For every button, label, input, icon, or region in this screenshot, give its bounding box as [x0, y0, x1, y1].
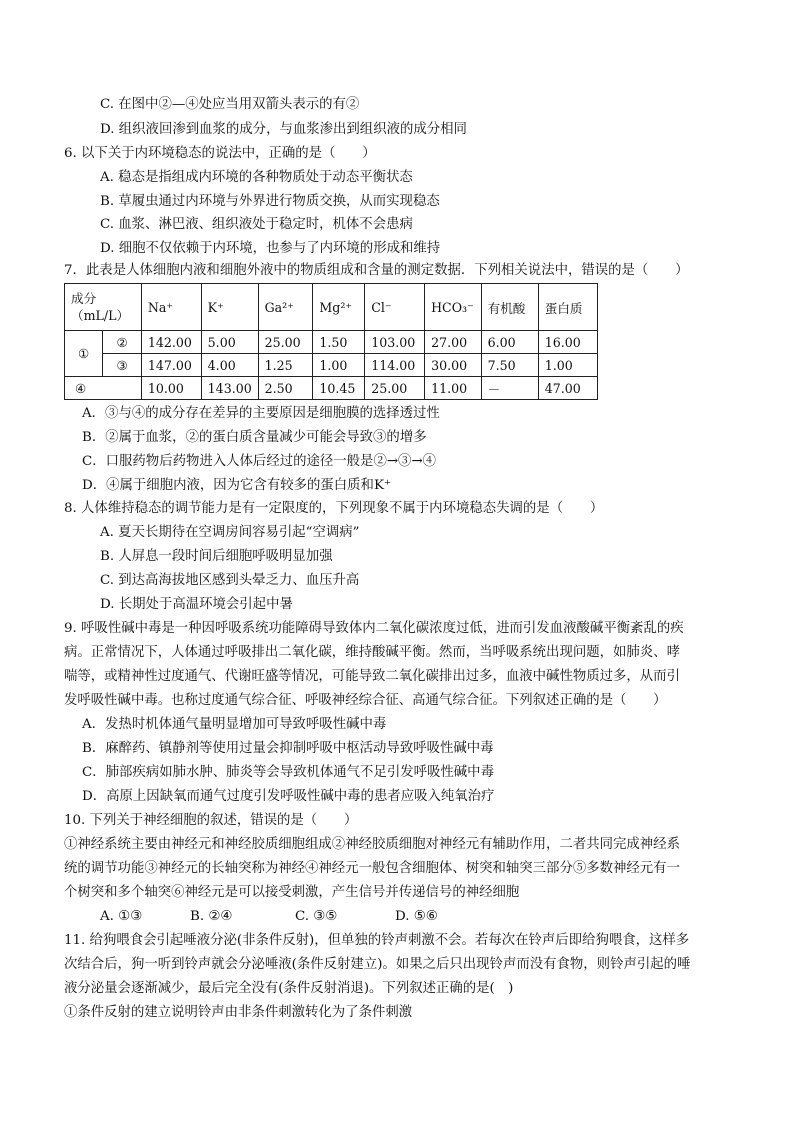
- q10-statement-line-3: 个树突和多个轴突⑥神经元是可以接受刺激，产生信号并传递信号的神经细胞: [64, 885, 520, 900]
- q7-option-b: B．②属于血浆，②的蛋白质含量减少可能会导致③的增多: [82, 430, 427, 445]
- q9-stem-line-4: 发呼吸性碱中毒。也称过度通气综合征、呼吸神经综合征、高通气综合征。下列叙述正确的是（ ）: [64, 693, 667, 708]
- row-group-label: ④: [65, 377, 142, 400]
- q11-stem-line-1: 11. 给狗喂食会引起唾液分泌(非条件反射)，但单独的铃声刺激不会。若每次在铃声后即给狗喂食，这样多: [64, 933, 690, 948]
- q9-option-a: A．发热时机体通气量明显增加可导致呼吸性碱中毒: [82, 717, 387, 732]
- q10-statement-line-1: ①神经系统主要由神经元和神经胶质细胞组成②神经胶质细胞对神经元有辅助作用，二者共同完成神经系: [64, 837, 680, 852]
- q6-option-d: D. 细胞不仅依赖于内环境，也参与了内环境的形成和维持: [100, 241, 441, 256]
- q6-option-b: B. 草履虫通过内环境与外界进行物质交换，从而实现稳态: [100, 194, 440, 209]
- table-cell: 47.00: [538, 377, 597, 400]
- q9-option-b: B．麻醉药、镇静剂等使用过量会抑制呼吸中枢活动导致呼吸性碱中毒: [82, 741, 494, 756]
- header-component: [65, 284, 142, 331]
- q8-option-d: D. 长期处于高温环境会引起中暑: [100, 597, 293, 612]
- q9-stem-line-3: 喘等，或精神性过度通气、代谢旺盛等情况，可能导致二氧化碳排出过多，血液中碱性物质过多，从而引: [64, 669, 680, 684]
- q10-option-c: C. ③⑤: [295, 909, 338, 924]
- table-row: [65, 331, 598, 354]
- q9-stem-line-2: 病。正常情况下，人体通过呼吸排出二氧化碳，维持酸碱平衡。然而，当呼吸系统出现问题，如肺炎、哮: [64, 645, 680, 660]
- q5-option-d: D. 组织液回渗到血浆的成分，与血浆渗出到组织液的成分相同: [100, 122, 467, 137]
- q7-option-c: C．口服药物后药物进入人体后经过的途径一般是②→③→④: [82, 454, 437, 469]
- col-header: HCO₃⁻: [425, 284, 482, 331]
- q10-stem: 10. 下列关于神经细胞的叙述，错误的是（ ）: [64, 813, 358, 828]
- q8-option-a: A. 夏天长期待在空调房间容易引起“空调病”: [100, 525, 360, 540]
- row-sub-label: ②: [103, 331, 141, 354]
- q11-statement-1: ①条件反射的建立说明铃声由非条件刺激转化为了条件刺激: [64, 1005, 413, 1020]
- q10-statement-line-2: 统的调节功能③神经元的长轴突称为神经④神经元一般包含细胞体、树突和轴突三部分⑤多数神经元有一: [64, 861, 680, 876]
- table-cell: 27.00: [425, 331, 482, 354]
- table-cell: 4.00: [201, 354, 258, 377]
- table-cell: 30.00: [425, 354, 482, 377]
- q9-stem-line-1: 9. 呼吸性碱中毒是一种因呼吸系统功能障碍导致体内二氧化碳浓度过低，进而引发血液酸碱平衡紊乱的疾: [64, 621, 684, 636]
- table-cell: 5.00: [201, 331, 258, 354]
- q11-stem-line-2: 次结合后，狗一听到铃声就会分泌唾液(条件反射建立)。如果之后只出现铃声而没有食物，则铃声引起的唾: [64, 957, 691, 972]
- composition-table: [64, 283, 598, 400]
- q8-option-c: C. 到达高海拔地区感到头晕乏力、血压升高: [100, 573, 360, 588]
- header-label: 成分: [71, 291, 97, 306]
- q6-option-c: C. 血浆、淋巴液、组织液处于稳定时，机体不会患病: [100, 217, 413, 232]
- col-header: 蛋白质: [538, 284, 597, 331]
- q9-option-c: C．肺部疾病如肺水肿、肺炎等会导致机体通气不足引发呼吸性碱中毒: [82, 765, 494, 780]
- q8-stem: 8. 人体维持稳态的调节能力是有一定限度的，下列现象不属于内环境稳态失调的是（ ）: [64, 501, 604, 516]
- table-cell: 1.50: [313, 331, 365, 354]
- q11-stem-line-3: 液分泌量会逐渐减少，最后完全没有(条件反射消退)。下列叙述正确的是( ): [64, 981, 514, 996]
- col-header: Mg²⁺: [313, 284, 365, 331]
- table-cell: 16.00: [538, 331, 597, 354]
- q6-stem: 6. 以下关于内环境稳态的说法中，正确的是（ ）: [64, 146, 376, 161]
- table-cell: 114.00: [365, 354, 425, 377]
- col-header: 有机酸: [481, 284, 538, 331]
- table-cell: 1.00: [313, 354, 365, 377]
- header-unit: （mL/L）: [71, 308, 130, 323]
- table-cell: 10.45: [313, 377, 365, 400]
- table-cell: 147.00: [141, 354, 201, 377]
- table-cell: 6.00: [481, 331, 538, 354]
- q5-option-c: C. 在图中②—④处应当用双箭头表示的有②: [100, 97, 360, 112]
- q10-option-d: D. ⑤⑥: [395, 909, 438, 924]
- table-cell: 11.00: [425, 377, 482, 400]
- col-header: Na⁺: [141, 284, 201, 331]
- q10-option-b: B. ②④: [190, 909, 233, 924]
- table-cell: 142.00: [141, 331, 201, 354]
- table-cell: 7.50: [481, 354, 538, 377]
- table-cell: 2.50: [258, 377, 313, 400]
- q7-stem: 7．此表是人体细胞内液和细胞外液中的物质组成和含量的测定数据．下列相关说法中，错误的是（ ）: [64, 263, 689, 278]
- q6-option-a: A. 稳态是指组成内环境的各种物质处于动态平衡状态: [100, 170, 413, 185]
- col-header: Ga²⁺: [258, 284, 313, 331]
- table-cell: 25.00: [365, 377, 425, 400]
- table-cell: 1.25: [258, 354, 313, 377]
- row-group-label: ①: [65, 331, 103, 377]
- table-cell: 1.00: [538, 354, 597, 377]
- q9-option-d: D．高原上因缺氧而通气过度引发呼吸性碱中毒的患者应吸入纯氧治疗: [82, 789, 495, 804]
- q7-option-a: A．③与④的成分存在差异的主要原因是细胞膜的选择透过性: [82, 406, 440, 421]
- q10-option-a: A. ①③: [100, 909, 143, 924]
- table-cell: 143.00: [201, 377, 258, 400]
- table-cell: 10.00: [141, 377, 201, 400]
- table-row: [65, 354, 598, 377]
- q7-option-d: D．④属于细胞内液，因为它含有较多的蛋白质和K⁺: [82, 478, 392, 493]
- table-cell: 103.00: [365, 331, 425, 354]
- q8-option-b: B. 人屏息一段时间后细胞呼吸明显加强: [100, 549, 333, 564]
- table-header-row: [65, 284, 598, 331]
- table-cell: 25.00: [258, 331, 313, 354]
- table-cell: －: [481, 377, 538, 400]
- row-sub-label: ③: [103, 354, 141, 377]
- col-header: K⁺: [201, 284, 258, 331]
- col-header: Cl⁻: [365, 284, 425, 331]
- table-row: [65, 377, 598, 400]
